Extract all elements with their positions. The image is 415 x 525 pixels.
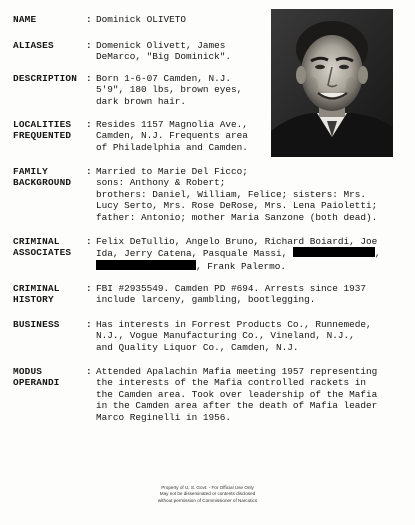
description-line: 5'9", 180 lbs, brown eyes, — [96, 84, 243, 96]
family-line: sons: Anthony & Robert; — [96, 177, 226, 189]
localities-line: of Philadelphia and Camden. — [96, 141, 248, 153]
associates-line — [96, 247, 381, 259]
localities-line: Resides 1157 Magnolia Ave., — [96, 119, 248, 130]
history-line: FBI #2935549. Camden PD #694. Arrests since 1937 — [96, 283, 367, 294]
history-line: include larceny, gambling, bootlegging. — [96, 294, 316, 306]
colon: : — [86, 73, 92, 84]
associates-line: Felix DeTullio, Angelo Bruno, Richard Boiardi, Joe — [96, 236, 378, 247]
modus-line: the Camden area. Took over leadership of the Mafia — [96, 388, 378, 400]
footer-notice — [100, 485, 315, 504]
modus-line: Attended Apalachin Mafia meeting 1957 representing — [96, 366, 378, 377]
modus-line: the interests of the Mafia controlled rackets in — [96, 377, 367, 389]
family-line: father: Antonio; mother Maria Sanzone (both dead). — [96, 211, 378, 223]
description-line: dark brown hair. — [96, 95, 187, 107]
colon: : — [86, 40, 92, 51]
redaction-bar — [96, 260, 196, 270]
associates-value — [96, 236, 381, 272]
localities-line: Camden, N.J. Frequents area — [96, 130, 248, 142]
business-line: N.J., Vogue Manufacturing Co., Vineland, N.J., — [96, 330, 355, 342]
business-line: Has interests in Forrest Products Co., Runnemede, — [96, 319, 372, 330]
modus-value — [96, 366, 377, 423]
family-line: Married to Marie Del Ficco; — [96, 166, 248, 177]
modus-label: MODUS OPERANDI — [13, 366, 60, 389]
history-value — [96, 283, 366, 306]
modus-line: Marco Reginelli in 1956. — [96, 411, 232, 423]
associates-line — [96, 260, 381, 272]
footer-line: without permission of Commissioner of Narcotics — [157, 497, 258, 503]
family-label: FAMILY BACKGROUND — [13, 166, 72, 189]
name-text: Dominick OLIVETO — [96, 14, 187, 25]
localities-value — [96, 119, 248, 153]
associates-label: CRIMINAL ASSOCIATES — [13, 236, 72, 259]
history-label: CRIMINAL HISTORY — [13, 283, 60, 306]
aliases-line: Domenick Olivett, James — [96, 40, 226, 51]
business-value — [96, 319, 372, 353]
redaction-bar — [293, 247, 375, 257]
subject-photo — [271, 9, 393, 157]
associates-line-tail: , — [374, 248, 381, 260]
colon: : — [86, 236, 92, 247]
colon: : — [86, 119, 92, 130]
name-label: NAME — [13, 14, 37, 25]
description-line: Born 1-6-07 Camden, N.J. — [96, 73, 232, 84]
colon: : — [86, 319, 92, 330]
colon: : — [86, 283, 92, 294]
aliases-line: DeMarco, "Big Dominick". — [96, 51, 232, 63]
business-line: and Quality Liquor Co., Camden, N.J. — [96, 341, 299, 353]
footer-line: Property of U. S. Govt. - For Official Use Only — [161, 485, 254, 490]
business-label: BUSINESS — [13, 319, 60, 330]
colon: : — [86, 14, 92, 25]
family-line: brothers: Daniel, William, Felice; sisters: Mrs. — [96, 188, 367, 200]
associates-line-text: Ida, Jerry Catena, Pasquale Massi, — [96, 248, 288, 260]
family-value — [96, 166, 377, 223]
associates-line-tail: , Frank Palermo. — [196, 260, 287, 272]
footer-line: May not be disseminated or contents disclosed — [159, 491, 256, 497]
localities-label: LOCALITIES FREQUENTED — [13, 119, 72, 142]
description-label: DESCRIPTION — [13, 73, 78, 84]
aliases-value — [96, 40, 231, 63]
aliases-label: ALIASES — [13, 40, 54, 51]
colon: : — [86, 366, 92, 377]
family-line: Lucy Serto, Mrs. Rose DeRose, Mrs. Lena Paioletti; — [96, 200, 378, 212]
modus-line: in the Camden area after the death of Mafia leader — [96, 400, 378, 412]
name-value — [96, 14, 186, 25]
colon: : — [86, 166, 92, 177]
description-value — [96, 73, 242, 107]
